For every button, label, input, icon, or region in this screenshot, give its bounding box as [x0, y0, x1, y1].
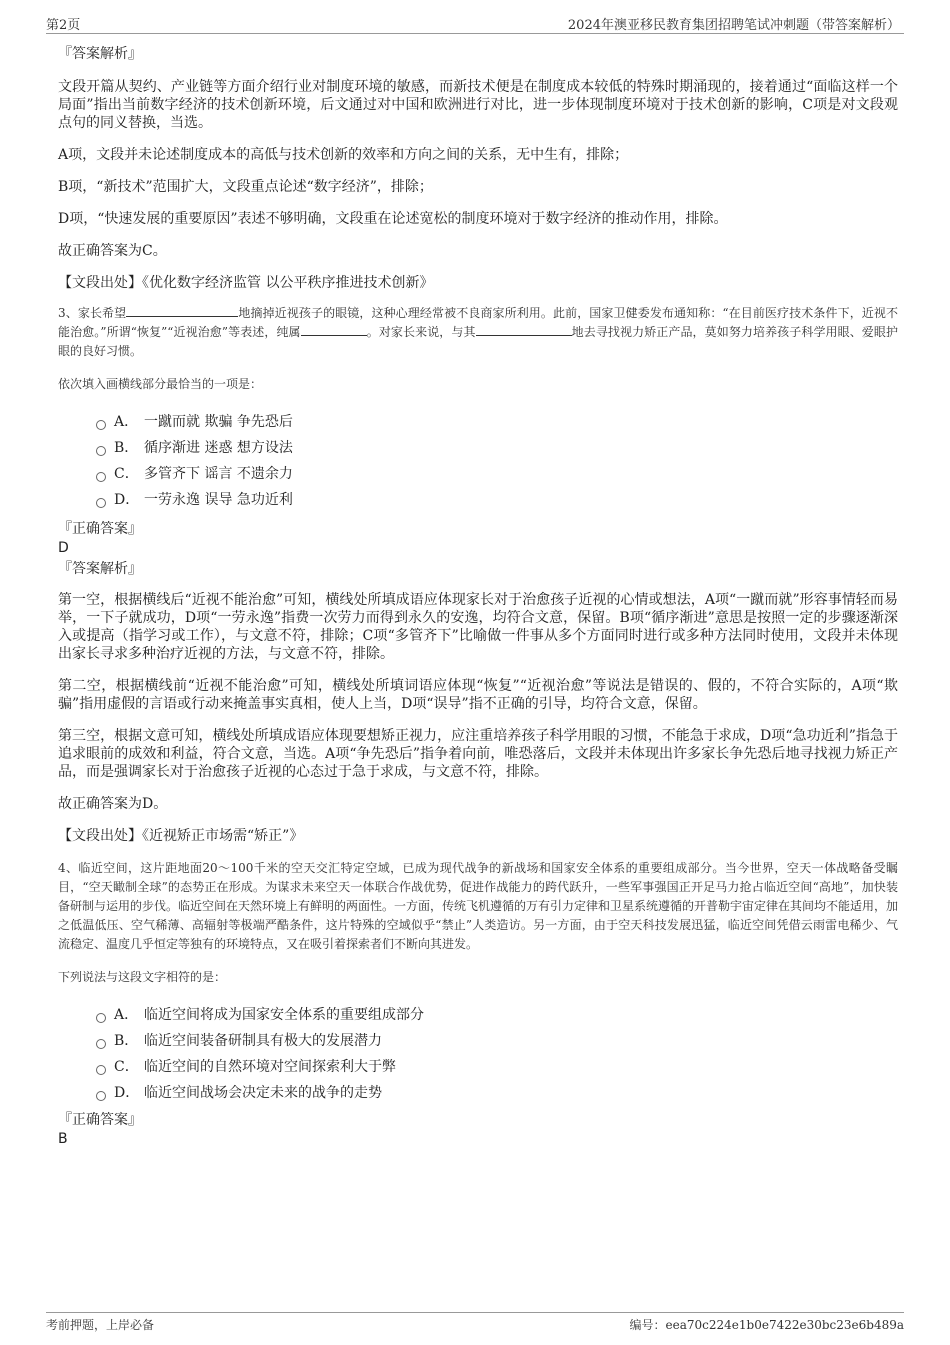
source-citation: 【文段出处】《近视矫正市场需“矫正”》 — [58, 828, 304, 844]
analysis-tag: 『答案解析』 — [58, 46, 142, 62]
radio-icon[interactable] — [96, 1065, 106, 1075]
radio-icon[interactable] — [96, 1039, 106, 1049]
radio-icon[interactable] — [96, 1013, 106, 1023]
source-citation: 【文段出处】《优化数字经济监管 以公平秩序推进技术创新》 — [58, 275, 434, 291]
page-number: 第2页 — [46, 18, 81, 33]
fill-blank — [301, 324, 367, 336]
radio-icon[interactable] — [96, 472, 106, 482]
option-list — [96, 409, 898, 513]
document-id: 编号：eea70c224e1b0e7422e30bc23e6b489a — [629, 1318, 904, 1332]
analysis-paragraph: 第三空，根据文意可知，横线处所填成语应体现要想矫正视力，应注重培养孩子科学用眼的习惯，不能急于求成，D项“急功近利”指急于追求眼前的成效和利益，符合文意，当选。A项“争先恐后”指争着向前，唯恐落后，文段并未体现出许多家长争先恐后地寻找视力矫正产品，而是强调家长对于治愈孩子近视的心态过于急于求成，与文意不符，排除。 — [58, 728, 898, 780]
radio-icon[interactable] — [96, 446, 106, 456]
option-b[interactable]: B． 临近空间装备研制具有极大的发展潜力 — [96, 1028, 898, 1054]
option-b[interactable]: B． 循序渐进 迷惑 想方设法 — [96, 435, 898, 461]
option-a[interactable]: A． 一蹴而就 欺骗 争先恐后 — [96, 409, 898, 435]
question-stem: 4、临近空间，这片距地面20～100千米的空天交汇特定空域，已成为现代战争的新战场和国家安全体系的重要组成部分。当今世界，空天一体战略备受瞩目，“空天瞰制全球”的态势正在形成。为谋求未来空天一体联合作战优势，促进作战能力的跨代跃升，一些军事强国正开足马力抢占临近空间“高地”，加快装备研制与运用的步伐。临近空间在天然环境上有鲜明的两面性。一方面，传统飞机遵循的万有引力定律和卫星系统遵循的开普勒宇宙定律在其间均不能适用，加之低温低压、空气稀薄、高辐射等极端严酷条件，这片特殊的空域似乎“禁止”人类造访。另一方面，由于空天科技发展迅猛，临近空间凭借云雨雷电稀少、气流稳定、温度几乎恒定等独有的环境特点，又在吸引着探索者们不断向其进发。 — [58, 861, 899, 951]
correct-answer-tag: 『正确答案』 — [58, 521, 142, 537]
correct-answer: B — [58, 1131, 68, 1147]
radio-icon[interactable] — [96, 498, 106, 508]
document-body — [58, 44, 898, 1148]
footer-slogan: 考前押题，上岸必备 — [46, 1318, 155, 1332]
analysis-tag: 『答案解析』 — [58, 561, 142, 577]
option-d[interactable]: D． 临近空间战场会决定未来的战争的走势 — [96, 1080, 898, 1106]
question-stem: 3、家长希望 地摘掉近视孩子的眼镜，这种心理经常被不良商家所利用。此前，国家卫健委发布通知称：“在目前医疗技术条件下，近视不能治愈。”所谓“恢复”“近视治愈”等表述，纯属 。对家长来说，与其 地去寻找视力矫正产品，莫如努力培养孩子科学用眼、爱眼护眼的良好习惯。 — [58, 306, 898, 358]
correct-answer: D — [58, 540, 69, 556]
radio-icon[interactable] — [96, 1091, 106, 1101]
analysis-paragraph: A项，文段并未论述制度成本的高低与技术创新的效率和方向之间的关系，无中生有，排除； — [58, 147, 629, 163]
analysis-paragraph: 第二空，根据横线前“近视不能治愈”可知，横线处所填词语应体现“恢复”“近视治愈”等说法是错误的、假的，不符合实际的，A项“欺骗”指用虚假的言语或行动来掩盖事实真相，使人上当，D项“误导”指不正确的引导，均符合文意，保留。 — [58, 678, 898, 712]
answer-conclusion: 故正确答案为D。 — [58, 796, 168, 812]
option-c[interactable]: C． 多管齐下 谣言 不遗余力 — [96, 461, 898, 487]
question-prompt: 依次填入画横线部分最恰当的一项是： — [58, 377, 263, 391]
option-c[interactable]: C． 临近空间的自然环境对空间探索利大于弊 — [96, 1054, 898, 1080]
question-prompt: 下列说法与这段文字相符的是： — [58, 970, 227, 984]
page-footer — [46, 1312, 904, 1332]
fill-blank — [126, 305, 238, 317]
page-header — [46, 14, 904, 34]
answer-conclusion: 故正确答案为C。 — [58, 243, 167, 259]
analysis-paragraph: D项，“快速发展的重要原因”表述不够明确，文段重在论述宽松的制度环境对于数字经济的推动作用，排除。 — [58, 211, 728, 227]
analysis-paragraph: B项，“新技术”范围扩大，文段重点论述“数字经济”，排除； — [58, 179, 433, 195]
radio-icon[interactable] — [96, 420, 106, 430]
option-list — [96, 1002, 898, 1106]
correct-answer-tag: 『正确答案』 — [58, 1112, 142, 1128]
option-d[interactable]: D． 一劳永逸 误导 急功近利 — [96, 487, 898, 513]
document-title: 2024年澳亚移民教育集团招聘笔试冲刺题（带答案解析） — [567, 18, 900, 33]
option-a[interactable]: A． 临近空间将成为国家安全体系的重要组成部分 — [96, 1002, 898, 1028]
analysis-paragraph: 文段开篇从契约、产业链等方面介绍行业对制度环境的敏感，而新技术便是在制度成本较低的特殊时期涌现的，接着通过“面临这样一个局面”指出当前数字经济的技术创新环境，后文通过对中国和欧洲进行对比，进一步体现制度环境对于技术创新的影响，C项是对文段观点句的同义替换，当选。 — [58, 79, 898, 131]
analysis-paragraph: 第一空，根据横线后“近视不能治愈”可知，横线处所填成语应体现家长对于治愈孩子近视的心情或想法，A项“一蹴而就”形容事情轻而易举，一下子就成功，D项“一劳永逸”指费一次劳力而得到永久的安逸，均符合文意，保留。B项“循序渐进”意思是按照一定的步骤逐渐深入或提高（指学习或工作），与文意不符，排除；C项“多管齐下”比喻做一件事从多个方面同时进行或多种方法同时使用，文段并未体现出家长寻求多种治疗近视的方法，与文意不符，排除。 — [58, 592, 898, 662]
fill-blank — [476, 324, 572, 336]
